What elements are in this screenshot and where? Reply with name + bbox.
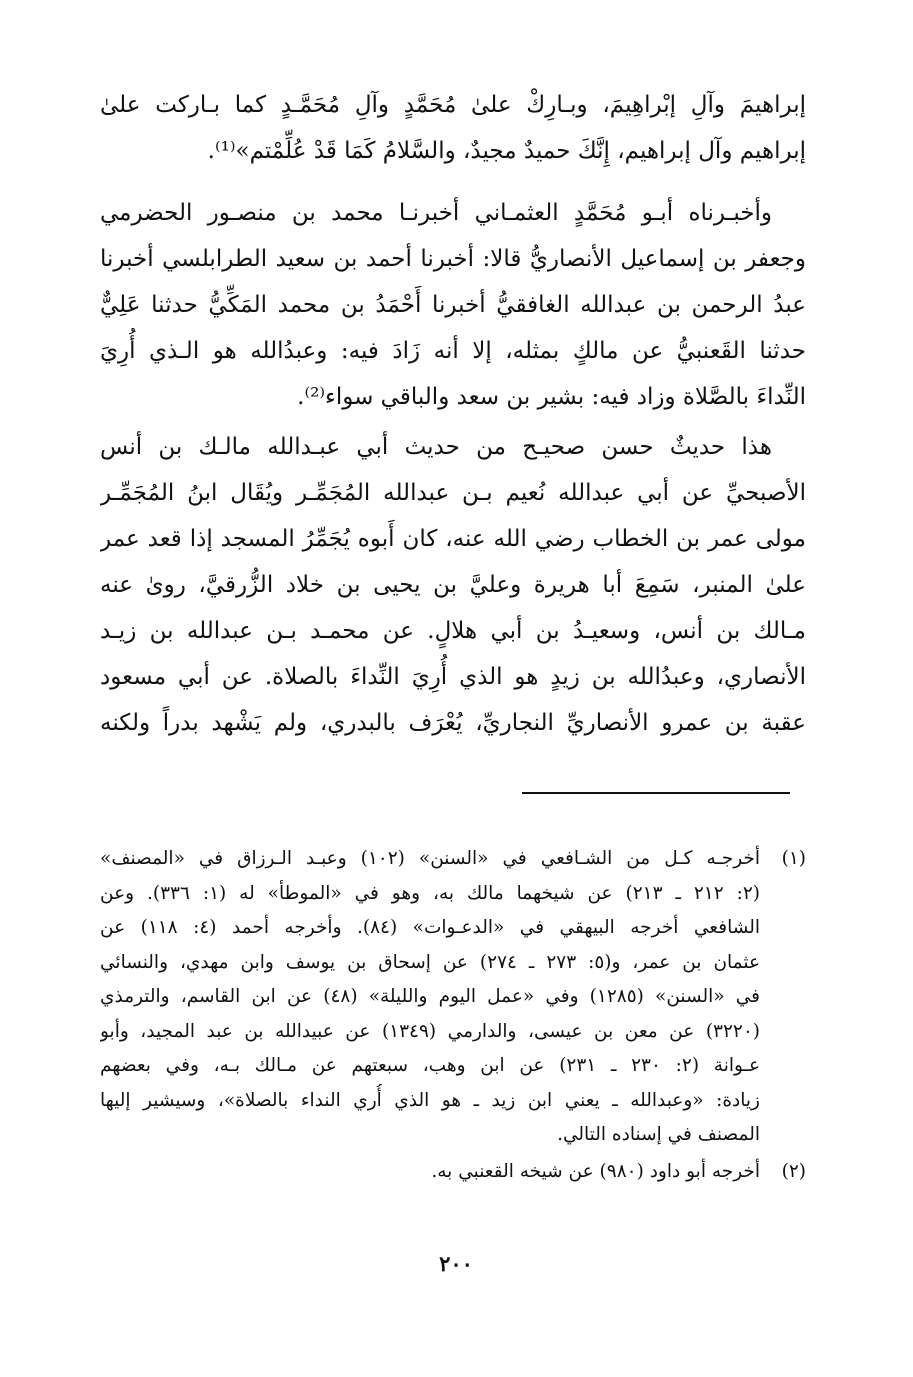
footnotes — [100, 842, 806, 1189]
footnote-1 — [100, 842, 806, 1153]
text-line: الأنصاري، وعبدُالله بن زيدٍ هو الذي أُرِيَ النِّداءَ بالصلاة. عن أبي مسعود — [100, 664, 806, 690]
text-line: عقبة بن عمرو الأنصاريِّ النجاريِّ، يُعْرَف بالبدري، ولم يَشْهد بدراً ولكنه — [100, 710, 806, 736]
footnote-line: (٣٢٢٠) عن معن بن عيسى، والدارمي (١٣٤٩) عن عبيدالله بن عبد المجيد، وأبو — [100, 1020, 760, 1042]
footnote-line: المصنف في إسناده التالي. — [557, 1124, 760, 1145]
footnote-line: أخرجـه كـل من الشـافعي في «السنن» (١٠٢) وعبـد الـرزاق في «المصنف» — [100, 848, 760, 869]
footnote-line: زيادة: «وعبدالله ـ يعني ابن زيد ـ هو الذي أُري النداء بالصلاة»، وسيشير إليها — [100, 1089, 760, 1111]
footnote-text — [100, 842, 760, 1153]
footnote-number: (٢) — [781, 1160, 806, 1182]
footnote-line: عثمان بن عمر، و(٥: ٢٧٣ ـ ٢٧٤) عن إسحاق بن يوسف وابن مهدي، والنسائي — [100, 951, 760, 973]
text-line: مـالك بن أنس، وسعيـدُ بن أبي هلالٍ. عن محمـد بـن عبدالله بن زيـد — [100, 618, 806, 644]
footnote-2 — [100, 1155, 806, 1190]
text-line: الأصبحيِّ عن أبي عبدالله نُعيم بـن عبدالله المُجَمِّـر ويُقَال ابنُ المُجَمِّـر — [100, 480, 806, 506]
footnote-line: (٢: ٢١٢ ـ ٢١٣) عن شيخهما مالك به، وهو في «الموطأ» له (١: ٣٣٦). وعن — [100, 882, 760, 904]
text-line: عبدُ الرحمن بن عبدالله الغافقيُّ أخبرنا أَحْمَدُ بن محمد المَكِّيُّ حدثنا عَلِيٌّ — [100, 292, 806, 318]
text-line: إبراهيم وآل إبراهيم، إِنَّكَ حميدٌ مجيدٌ، والسَّلامُ كَمَا قَدْ عُلِّمْتم»⁽¹⁾. — [207, 138, 806, 164]
paragraph-2 — [100, 190, 806, 420]
text-line: هذا حديثٌ حسن صحيـح من حديث أبي عبـدالله مالـك بن أنس — [100, 434, 772, 460]
footnote-line: عـوانة (٢: ٢٣٠ ـ ٢٣١) عن ابن وهب، سبعتهم عن مـالك بـه، وفي بعضهم — [100, 1055, 760, 1076]
text-line: وجعفر بن إسماعيل الأنصاريُّ قالا: أخبرنا أحمد بن سعيد الطرابلسي أخبرنا — [100, 246, 806, 272]
footnote-line: في «السنن» (١٢٨٥) وفي «عمل اليوم والليلة» (٤٨) عن ابن القاسم، والترمذي — [100, 986, 760, 1007]
page-number: ٢٠٠ — [439, 1251, 473, 1276]
text-line: وأخبـرناه أبـو مُحَمَّدٍ العثمـاني أخبرنـا محمد بن منصـور الحضرمي — [100, 200, 772, 226]
paragraph-3 — [100, 424, 806, 746]
text-line: علىٰ المنبر، سَمِعَ أبا هريرة وعليَّ بن يحيى بن خلاد الزُّرقيَّ، روىٰ عنه — [100, 572, 806, 598]
footnote-number: (١) — [781, 848, 806, 869]
paragraph-1 — [100, 82, 806, 174]
footnote-text — [100, 1155, 760, 1190]
text-line: حدثنا القَعنبيُّ عن مالكٍ بمثله، إلا أنه زَادَ فيه: وعبدُالله هو الـذي أُرِيَ — [100, 338, 806, 364]
text-line: النِّداءَ بالصَّلاة وزاد فيه: بشير بن سعد والباقي سواء⁽²⁾. — [297, 384, 806, 410]
footnote-line: أخرجه أبو داود (٩٨٠) عن شيخه القعنبي به. — [431, 1160, 760, 1182]
footnote-line: الشافعي أخرجه البيهقي في «الدعـوات» (٨٤). وأخرجه أحمد (٤: ١١٨) عن — [100, 917, 760, 938]
text-line: إبراهيمَ وآلِ إبْراهِيمَ، وبـارِكْ علىٰ مُحَمَّدٍ وآلِ مُحَمَّـدٍ كما بـاركت علىٰ — [100, 92, 806, 118]
text-line: مولى عمر بن الخطاب رضي الله عنه، كان أَبوه يُجَمِّرُ المسجد إذا قعد عمر — [100, 526, 806, 552]
footnote-separator — [522, 792, 790, 794]
